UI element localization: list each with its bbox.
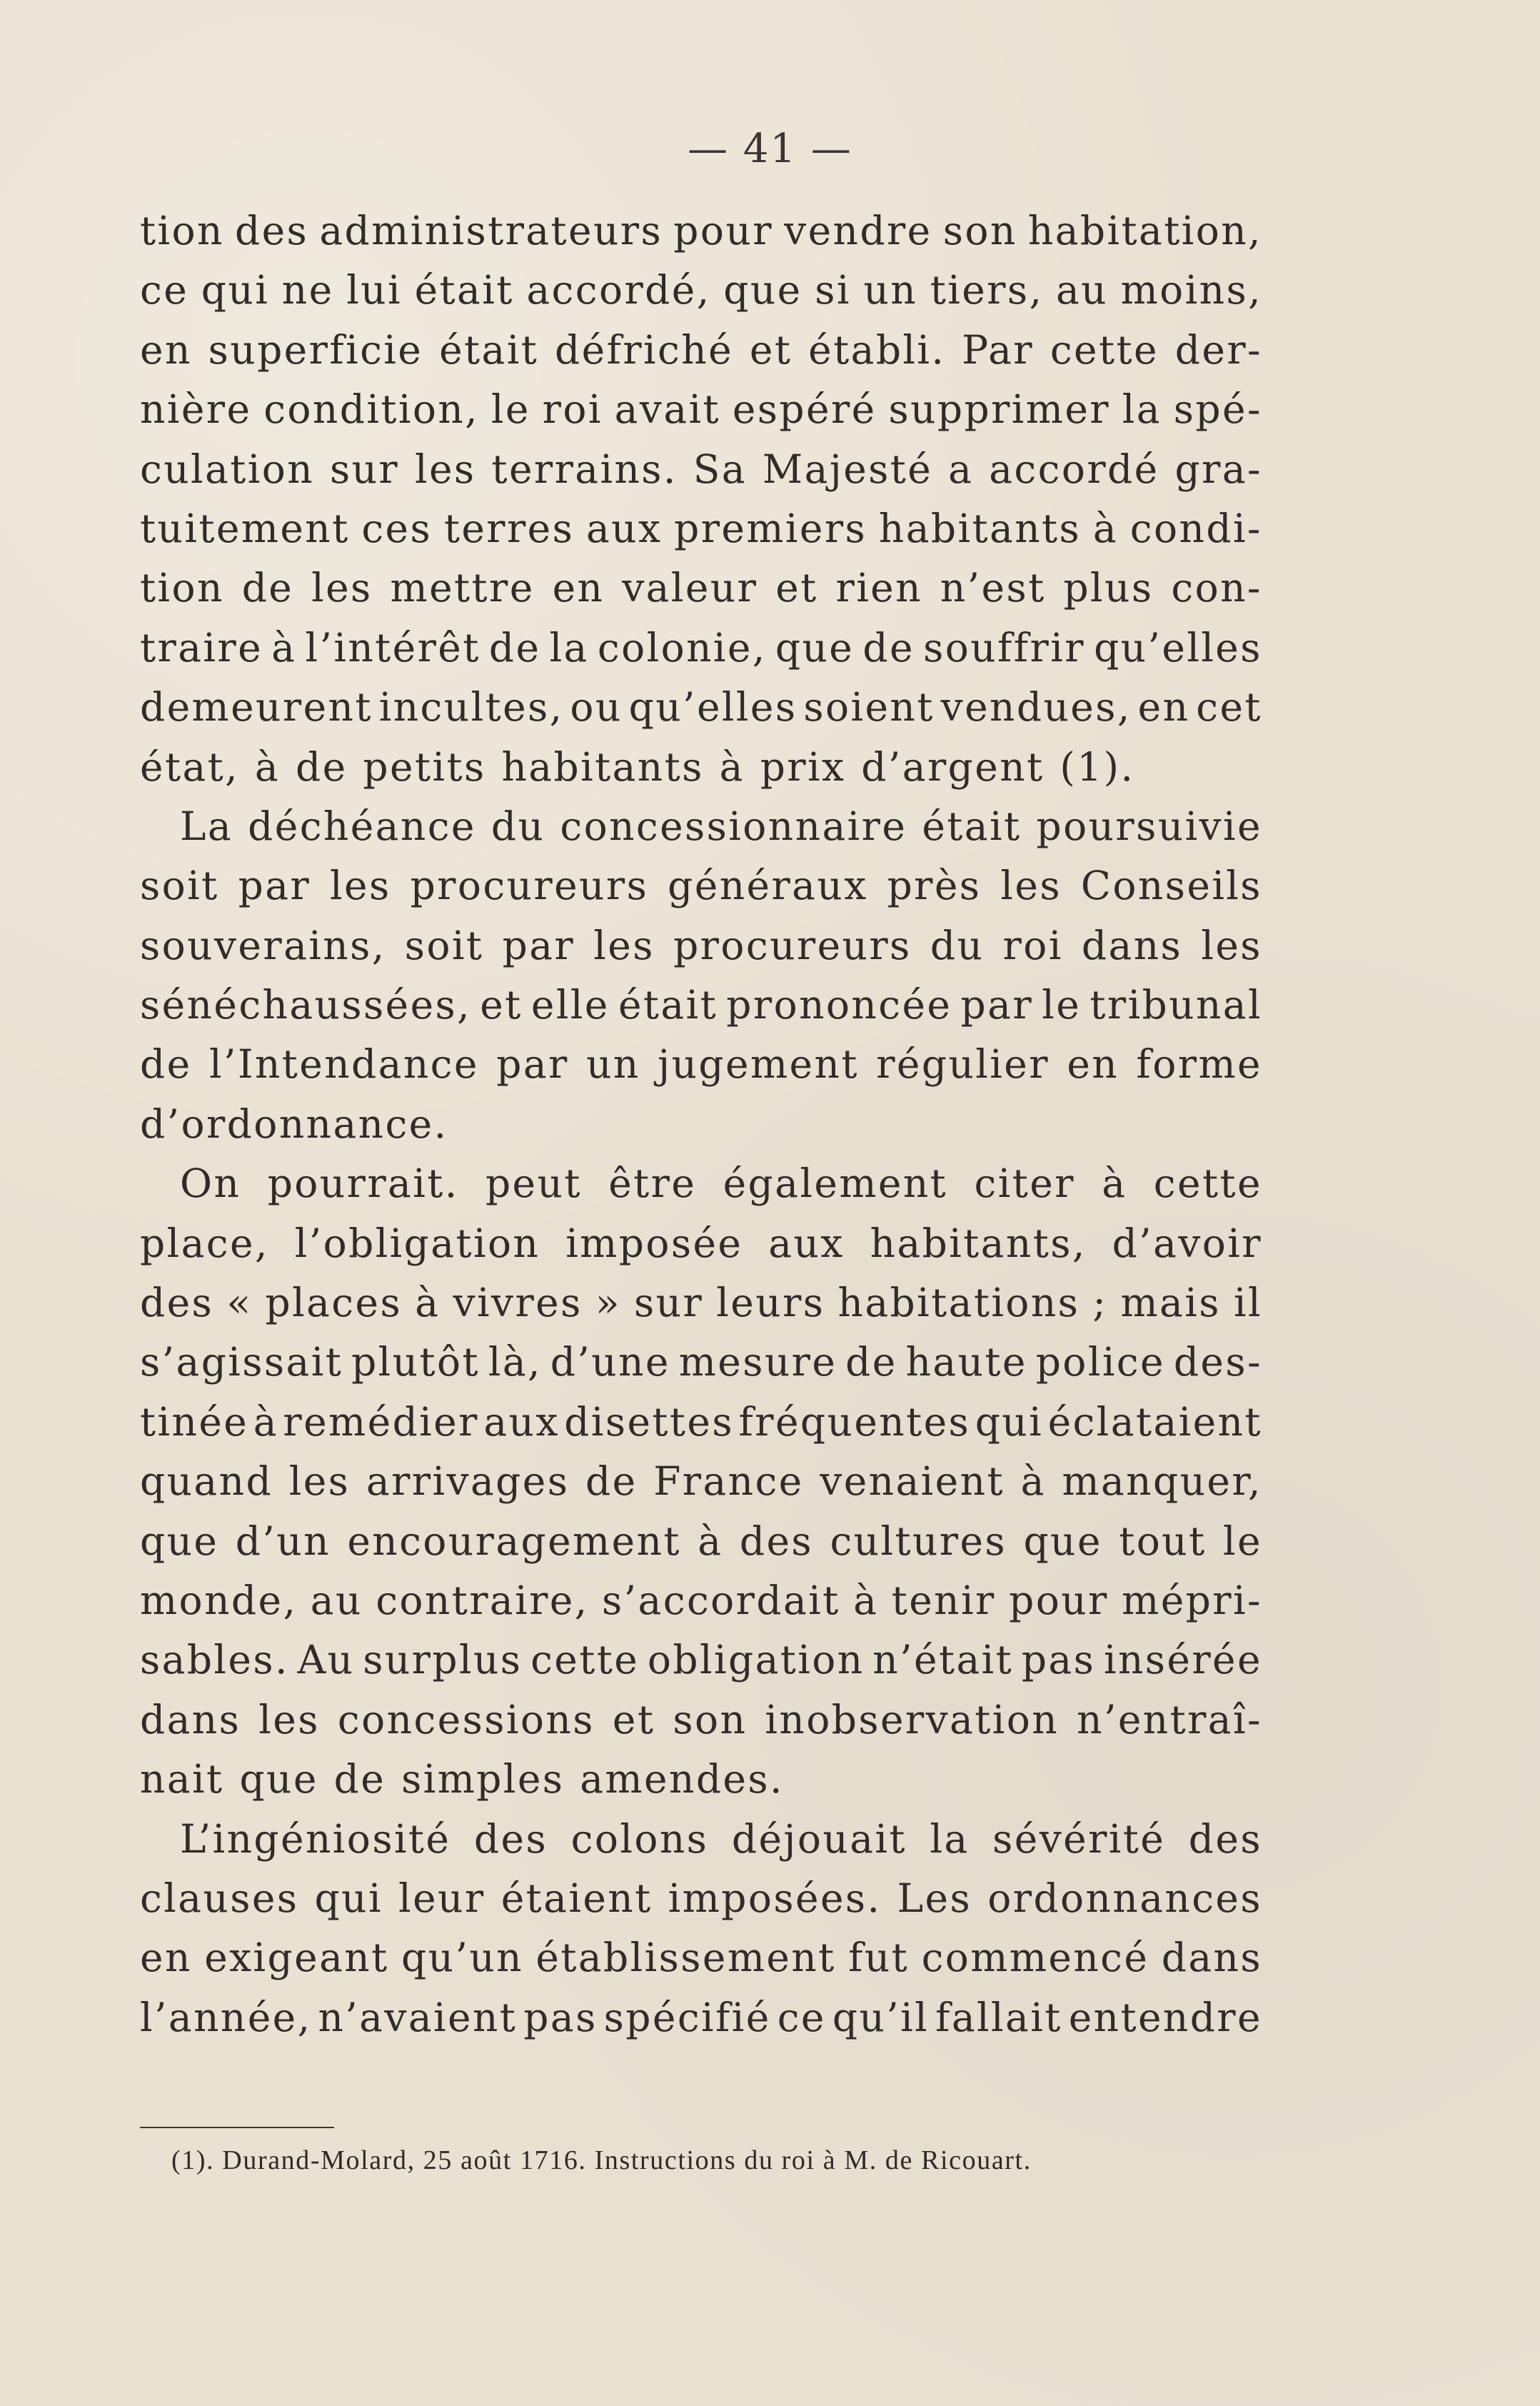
text-line: culation sur les terrains. Sa Majesté a accordé gra- xyxy=(140,446,1262,492)
text-line: place, l’obligation imposée aux habitants, d’avoir xyxy=(140,1220,1262,1266)
text-line: soit par les procureurs généraux près les Conseils xyxy=(140,863,1262,909)
text-line: en exigeant qu’un établissement fut commencé dans xyxy=(140,1935,1262,1981)
text-line: nait que de simples amendes. xyxy=(140,1756,784,1803)
text-line: d’ordonnance. xyxy=(140,1101,448,1147)
footnote: (1). Durand-Molard, 25 août 1716. Instructions du roi à M. de Ricouart. xyxy=(171,2145,1032,2175)
text-line: tion des administrateurs pour vendre son habitation, xyxy=(140,208,1262,254)
page-number: — 41 — xyxy=(688,126,852,172)
text-line: sénéchaussées, et elle était prononcée par le tribunal xyxy=(140,982,1262,1028)
paragraph-start-line: On pourrait. peut être également citer à cette xyxy=(180,1161,1262,1207)
text-line: tuitement ces terres aux premiers habitants à condi- xyxy=(140,505,1262,551)
text-line: souverains, soit par les procureurs du roi dans les xyxy=(140,922,1262,968)
text-line: monde, au contraire, s’accordait à tenir pour mépri- xyxy=(140,1577,1262,1623)
text-line: des « places à vivres » sur leurs habitations ; mais il xyxy=(140,1280,1262,1326)
text-line: quand les arrivages de France venaient à manquer, xyxy=(140,1458,1262,1505)
text-line: dans les concessions et son inobservation n’entraî- xyxy=(140,1696,1262,1743)
body-text xyxy=(140,201,1262,2047)
footnote-divider xyxy=(140,2127,334,2128)
text-line: l’année, n’avaient pas spécifié ce qu’il fallait entendre xyxy=(140,1994,1262,2040)
text-line: de l’Intendance par un jugement régulier en forme xyxy=(140,1041,1262,1088)
text-line: s’agissait plutôt là, d’une mesure de haute police des- xyxy=(140,1339,1262,1385)
text-line: tion de les mettre en valeur et rien n’est plus con- xyxy=(140,565,1262,611)
text-line: traire à l’intérêt de la colonie, que de souffrir qu’elles xyxy=(140,624,1262,671)
paragraph-start-line: L’ingéniosité des colons déjouait la sévérité des xyxy=(180,1815,1262,1862)
text-line: nière condition, le roi avait espéré supprimer la spé- xyxy=(140,386,1262,433)
text-line: que d’un encouragement à des cultures que tout le xyxy=(140,1518,1262,1564)
text-line: demeurent incultes, ou qu’elles soient vendues, en cet xyxy=(140,684,1262,731)
text-line: clauses qui leur étaient imposées. Les ordonnances xyxy=(140,1875,1262,1921)
paragraph-start-line: La déchéance du concessionnaire était poursuivie xyxy=(180,803,1262,849)
text-line: tinée à remédier aux disettes fréquentes qui éclataient xyxy=(140,1398,1262,1445)
text-line: ce qui ne lui était accordé, que si un tiers, au moins, xyxy=(140,267,1262,314)
text-line: état, à de petits habitants à prix d’argent (1). xyxy=(140,743,1135,790)
text-line: en superficie était défriché et établi. Par cette der- xyxy=(140,326,1262,373)
text-line: sables. Au surplus cette obligation n’était pas insérée xyxy=(140,1637,1262,1683)
